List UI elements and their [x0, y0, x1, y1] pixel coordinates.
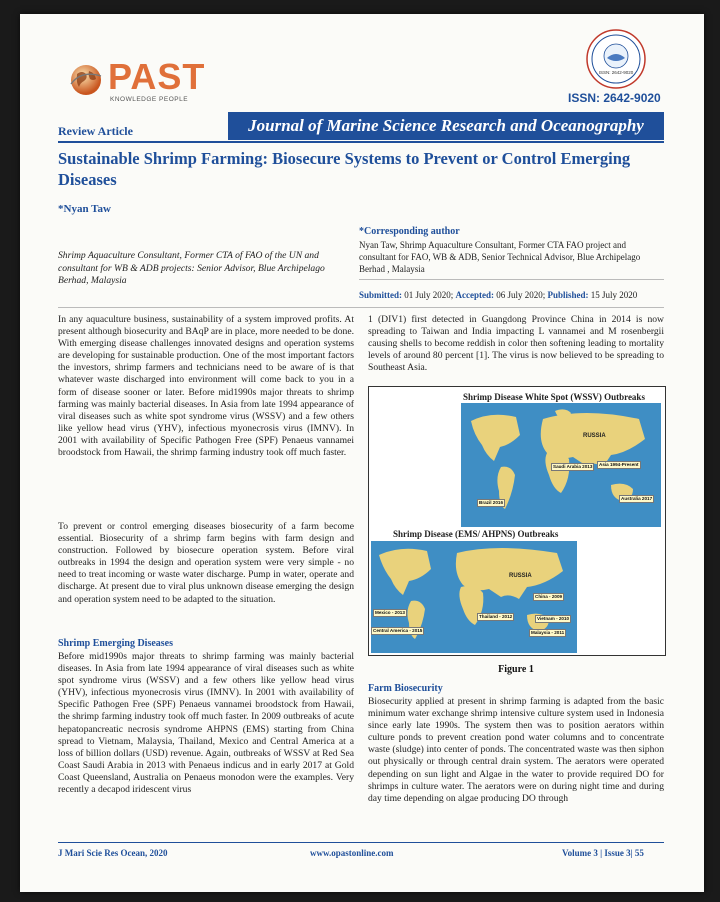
map-label: Saudi Arabia 2013 [553, 464, 593, 469]
author-name: *Nyan Taw [58, 203, 111, 215]
section-heading: Farm Biosecurity [368, 683, 443, 694]
divider [58, 307, 664, 308]
corresponding-author-details: Nyan Taw, Shrimp Aquaculture Consultant, Former CTA FAO project and consultant for FAO, WB & ADB, Senior Technical Advisor, Blue Archipelago Berhad , Malaysia [359, 240, 641, 274]
map-label: Central America - 2015 [373, 628, 423, 633]
map-label: Brazil 2016 [479, 500, 504, 505]
published-date: 15 July 2020 [590, 290, 638, 300]
journal-title-banner: Journal of Marine Science Research and Oceanography [228, 112, 664, 140]
published-label: Published: [547, 290, 589, 300]
publisher-logo [68, 58, 228, 114]
map-title: Shrimp Disease (EMS/ AHPNS) Outbreaks [393, 529, 559, 539]
issn: ISSN: 2642-9020 [568, 91, 661, 105]
submitted-date: 01 July 2020; [404, 290, 454, 300]
body-paragraph: 1 (DIV1) first detected in Guangdong Province China in 2014 is now spreading to Taiwan and India impacting L vannamei and M rosenbergii causing shells to become reddish in color then softening leading to mortality levels of around 80 percent [1]. The virus is now believed to be spreading to Southeast Asia. [368, 314, 664, 374]
footer-url[interactable]: www.opastonline.com [310, 848, 394, 858]
footer-rule [58, 842, 664, 843]
map-label: China - 2009 [535, 594, 563, 599]
map-label: Vietnam - 2010 [537, 616, 570, 621]
body-paragraph: To prevent or control emerging diseases biosecurity of a farm become essential. Biosecurity of a shrimp farm begins with farm design and construction. Followed by biosecure operation system. Before viral outbreaks in 1994 the design and operation system were very simple - no need to treat incoming or waste water discharge. Pump in water, operate and discharge. At present due to viral plus unknown disease emerging the design and operation system need to be adapted to the situation. [58, 521, 354, 605]
footer-citation: J Mari Scie Res Ocean, 2020 [58, 848, 168, 858]
accepted-label: Accepted: [455, 290, 495, 300]
svg-text:ISSN: 2642-9020: ISSN: 2642-9020 [598, 70, 634, 75]
country-label: RUSSIA [583, 433, 606, 439]
article-type: Review Article [58, 124, 133, 138]
article-title: Sustainable Shrimp Farming: Biosecure Systems to Prevent or Control Emerging Diseases [58, 149, 631, 189]
publication-dates [359, 290, 637, 300]
logo-tagline: KNOWLEDGE PEOPLE [110, 96, 189, 103]
author-affiliation: Shrimp Aquaculture Consultant, Former CTA of FAO of the UN and consultant for WB & ADB projects: Senior Advisor, Blue Archipelago Berhad, Malaysia [58, 250, 325, 286]
body-paragraph: In any aquaculture business, sustainability of a system improved profits. At present although biosecurity and BAqP are in place, more needed to be done. With emerging disease challenges innovated designs and operation systems are developing for sustainable production. One of the most important factors the investors, shrimp farmers and technicians need to be aware of is that whatever waste discharged into environment will come back to you in a form of disease sooner or later. Before mid1990s major threats to shrimp farming was mainly bacterial diseases. In Asia from late 1994 appearance of viral diseases such as white spot syndrome virus (WSSV) and a few others like yellow head virus (YHV), infectious myonecrosis virus (IMNV). In 2001 with availability of Specific Pathogen Free (SPF) Penaeus vannamei broodstock from Hawaii, the shrimp farming industry took off much faster. [58, 314, 354, 459]
map-label: Asia 1994-Present [599, 462, 639, 467]
submitted-label: Submitted: [359, 290, 403, 300]
corresponding-author-heading: *Corresponding author [359, 226, 460, 237]
accepted-date: 06 July 2020; [496, 290, 546, 300]
journal-seal [585, 28, 647, 90]
country-label: RUSSIA [509, 573, 532, 579]
map-title: Shrimp Disease White Spot (WSSV) Outbreaks [463, 392, 645, 402]
map-label: Australia 2017 [621, 496, 653, 501]
divider [359, 279, 664, 280]
page [20, 14, 704, 892]
body-paragraph: Biosecurity applied at present in shrimp farming is adapted from the basic minimum water exchange shrimp intensive culture system used in Indonesia since early late 1990s. The system then was to position aerators within culture ponds to prevent creation pond water columns and to concentrate waste (sludge) into center of ponds. The concentrated waste was then siphon out physically or through central drain system. The aerators were operated depending on sun light and Algae in the water to provide required DO for shrimps in culture water. The aerators were on during night time and during day time depending on algae producing DO through [368, 696, 664, 804]
map-label: Malaysia - 2011 [531, 630, 565, 635]
header-rule [58, 141, 664, 143]
logo-text: PAST [108, 56, 206, 97]
footer-volume-page: Volume 3 | Issue 3| 55 [562, 848, 644, 858]
globe-icon [68, 62, 104, 98]
section-heading: Shrimp Emerging Diseases [58, 638, 173, 649]
figure [368, 386, 666, 656]
figure-caption: Figure 1 [498, 664, 534, 675]
body-paragraph: Before mid1990s major threats to shrimp farming was mainly bacterial diseases. In Asia from late 1994 appearance of viral diseases such as white spot syndrome virus (WSSV) and a few others like yellow head virus (YHV), infectious myonecrosis virus (IMNV). In 2001 with availability of Specific Pathogen Free (SPF) Penaeus vannamei broodstock from Hawaii, the shrimp farming industry took off much faster. In 2009 outbreaks of acute hepatopancreatic necrosis syndrome AHPNS (EMS) starting from China spread to Vietnam, Malaysia, Thailand, Mexico and Central America at a loss of billion dollars (USD) revenue. Again, outbreaks of WSSV at Red Sea Coast Saudi Arabia in 2013 with Penaeus indicus and in early 2017 at Gold Coast Queensland, Australia on Penaeus monodon were the examples. Very recently a decapod iridescent virus [58, 651, 354, 796]
map-label: Thailand - 2012 [479, 614, 513, 619]
map-label: Mexico - 2013 [375, 610, 405, 615]
